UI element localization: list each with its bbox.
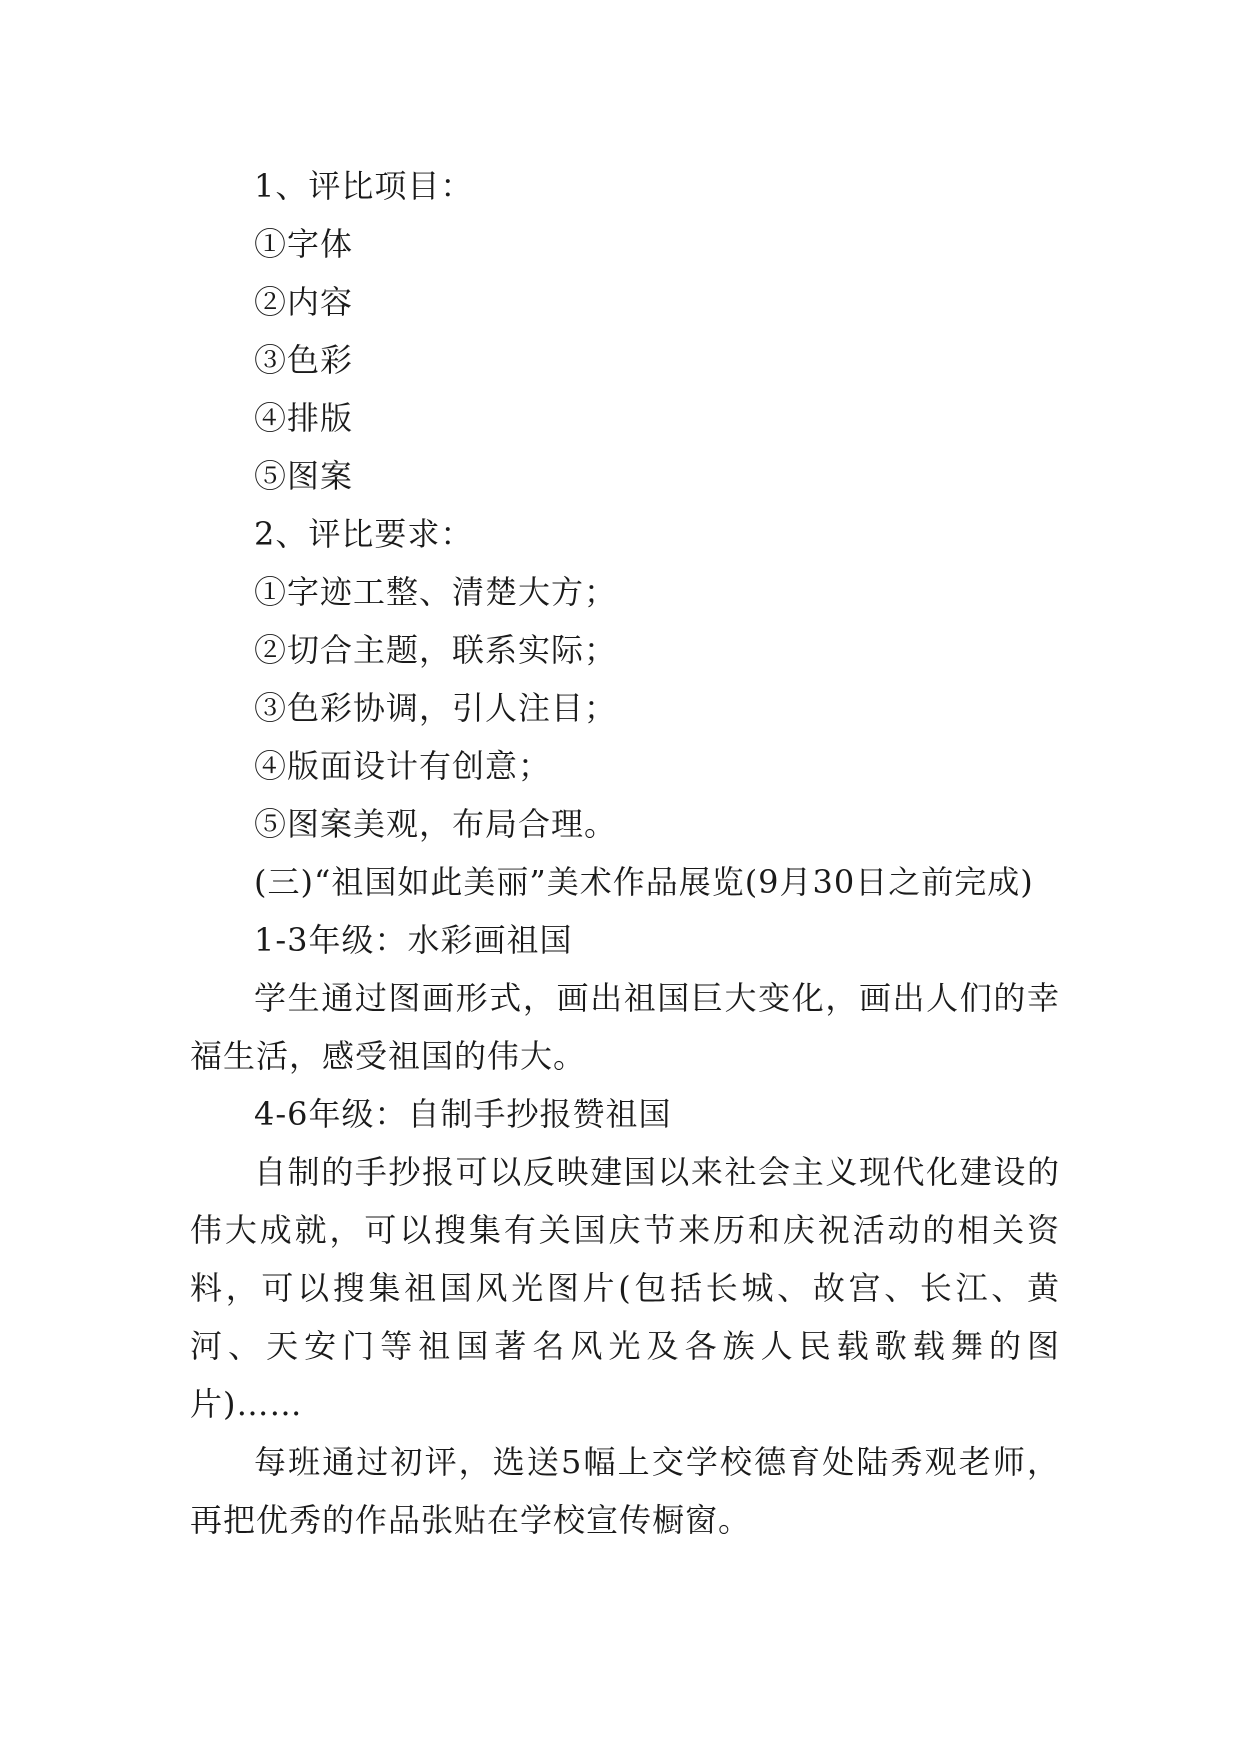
item-heading-evaluation-items: 1、评比项目： [254,167,474,205]
list-item: ②切合主题，联系实际； [254,631,618,669]
grade-4-6-title: 4-6年级：自制手抄报赞祖国 [254,1095,672,1133]
list-item: ⑤图案美观，布局合理。 [254,805,618,843]
item-heading-evaluation-requirements: 2、评比要求： [254,515,474,553]
list-item: ①字迹工整、清楚大方； [254,573,618,611]
list-item: ⑤图案 [254,457,354,495]
section-heading-art-exhibition: (三)“祖国如此美丽”美术作品展览(9月30日之前完成) [254,863,1034,901]
list-item: ③色彩协调，引人注目； [254,689,618,727]
list-item: ④版面设计有创意； [254,747,552,785]
grade-1-3-title: 1-3年级：水彩画祖国 [254,921,573,959]
grade-4-6-description: 自制的手抄报可以反映建国以来社会主义现代化建设的伟大成就，可以搜集有关国庆节来历和庆祝活动的相关资料，可以搜集祖国风光图片(包括长城、故宫、长江、黄河、天安门等祖国著名风光及各族人民载歌载舞的图片)…… [190,1153,1060,1423]
selection-paragraph: 每班通过初评，选送5幅上交学校德育处陆秀观老师，再把优秀的作品张贴在学校宣传橱窗。 [190,1443,1060,1539]
list-item: ②内容 [254,283,354,321]
list-item: ④排版 [254,399,354,437]
grade-1-3-description: 学生通过图画形式，画出祖国巨大变化，画出人们的幸福生活，感受祖国的伟大。 [190,979,1060,1075]
document-body [190,157,1060,1549]
list-item: ③色彩 [254,341,354,379]
list-item: ①字体 [254,225,354,263]
